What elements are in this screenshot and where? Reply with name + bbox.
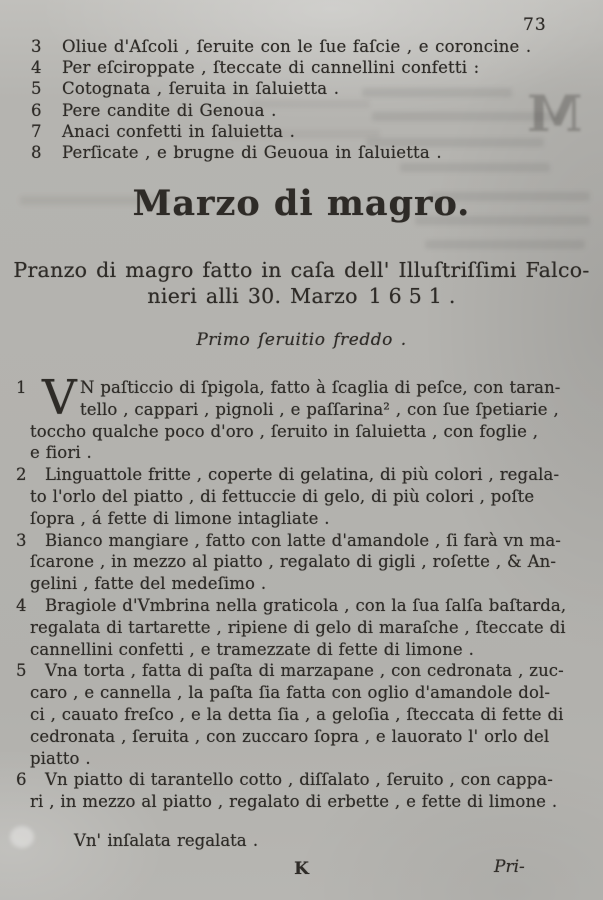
intro-paragraph xyxy=(0,257,603,309)
menu-line: piatto . xyxy=(30,748,91,768)
item-number: 6 xyxy=(31,100,42,120)
menu-item xyxy=(16,464,596,529)
course-subheading: Primo ſeruitio freddo . xyxy=(196,330,407,350)
menu-line: ſcarone , in mezzo al piatto , regalato di gigli , roſette , & An- xyxy=(30,552,557,572)
item-text: Cotognata , ſeruita in ſaluietta . xyxy=(62,79,340,99)
item-number: 5 xyxy=(31,79,42,99)
bleedthrough-letter: M xyxy=(527,84,583,143)
item-text xyxy=(30,769,596,813)
signature-mark: K xyxy=(294,859,309,879)
menu-item xyxy=(16,660,596,769)
item-number: 3 xyxy=(16,530,27,550)
item-number: 4 xyxy=(16,595,27,615)
menu-item xyxy=(16,595,596,660)
menu-line: Vna torta , fatta di paſta di marzapane , con cedronata , zuc- xyxy=(45,661,564,681)
catchword: Pri- xyxy=(494,857,525,877)
item-number: 2 xyxy=(16,465,27,485)
menu-line: Bianco mangiare , fatto con latte d'amandole , ſi farà vn ma- xyxy=(45,530,561,550)
paper-blemish xyxy=(10,826,34,848)
menu-list xyxy=(16,370,596,813)
list-item xyxy=(0,78,603,99)
item-number: 1 xyxy=(16,378,27,397)
item-text xyxy=(30,464,596,529)
intro-period: . xyxy=(448,284,456,308)
item-text: Per eſciroppate , ſteccate di cannellini confetti : xyxy=(62,58,480,78)
list-item xyxy=(0,100,603,121)
bleedthrough-smudge xyxy=(425,240,585,249)
item-text: Pere candite di Genoua . xyxy=(62,100,277,120)
top-list xyxy=(0,36,603,163)
menu-line: toccho qualche poco d'oro , ſeruito in ſaluietta , con foglie , xyxy=(30,421,539,441)
intro-line: nieri alli 30. Marzo xyxy=(147,284,358,308)
intro-line: Pranzo di magro fatto in caſa dell' Illuſtriſſimi Falco- xyxy=(13,258,590,282)
item-number: 5 xyxy=(16,661,27,681)
item-text xyxy=(30,370,596,464)
menu-line: caro , e cannella , la paſta ſia fatta con oglio d'amandole dol- xyxy=(30,683,551,703)
item-text: Perſicate , e brugne di Geuoua in ſaluietta . xyxy=(62,142,442,162)
menu-line: cannellini confetti , e tramezzate di fette di limone . xyxy=(30,639,474,659)
menu-line: ri , in mezzo al piatto , regalato di erbette , e fette di limone . xyxy=(30,792,558,812)
page-number: 73 xyxy=(523,15,547,35)
closing-line: Vn' inſalata regalata . xyxy=(74,831,259,850)
item-text: Oliue d'Aſcoli , ſeruite con le ſue faſcie , e coroncine . xyxy=(62,37,532,56)
bleedthrough-smudge xyxy=(400,163,550,172)
menu-item xyxy=(16,769,596,813)
section-heading: Marzo di magro. xyxy=(132,183,471,224)
item-text xyxy=(30,660,596,769)
menu-line: regalata di tartarette , ripiene di gelo di maraſche , ſteccate di xyxy=(30,617,566,637)
menu-line: e fiori . xyxy=(30,443,92,463)
menu-line: Vn piatto di tarantello cotto , diſſalato , ſeruito , con cappa- xyxy=(45,770,553,790)
menu-line: ci , cauato freſco , e la detta ſia , a geloſia , ſteccata di fette di xyxy=(30,704,564,724)
menu-line: gelini , fatte del medeſimo . xyxy=(30,574,267,594)
menu-line: N paſticcio di ſpigola, fatto à ſcaglia di peſce, con taran- xyxy=(80,378,561,397)
item-number: 7 xyxy=(31,121,42,141)
list-item xyxy=(0,121,603,142)
item-text xyxy=(30,595,596,660)
intro-year: 1651 xyxy=(368,284,449,308)
drop-cap: V xyxy=(42,370,77,426)
menu-item xyxy=(16,370,596,464)
menu-line: Bragiole d'Vmbrina nella graticola , con la ſua ſalſa baſtarda, xyxy=(45,595,567,615)
list-item xyxy=(0,142,603,163)
item-number: 4 xyxy=(31,58,42,78)
menu-line: to l'orlo del piatto , di fettuccie di gelo, di più colori , poſte xyxy=(30,486,535,506)
menu-line: cedronata , ſeruita , con zuccaro ſopra , e lauorato l' orlo del xyxy=(30,726,550,746)
item-text xyxy=(30,530,596,595)
item-number: 8 xyxy=(31,142,42,162)
item-number: 3 xyxy=(31,37,42,56)
menu-line: tello , cappari , pignoli , e paſſarina² , con ſue ſpetiarie , xyxy=(80,399,559,419)
menu-item xyxy=(16,530,596,595)
item-number: 6 xyxy=(16,770,27,790)
menu-line: Linguattole fritte , coperte di gelatina, di più colori , regala- xyxy=(45,465,560,485)
list-item xyxy=(0,57,603,78)
menu-line: ſopra , á fette di limone intagliate . xyxy=(30,508,330,528)
list-item xyxy=(0,36,603,57)
item-text: Anaci confetti in ſaluietta . xyxy=(62,121,296,141)
